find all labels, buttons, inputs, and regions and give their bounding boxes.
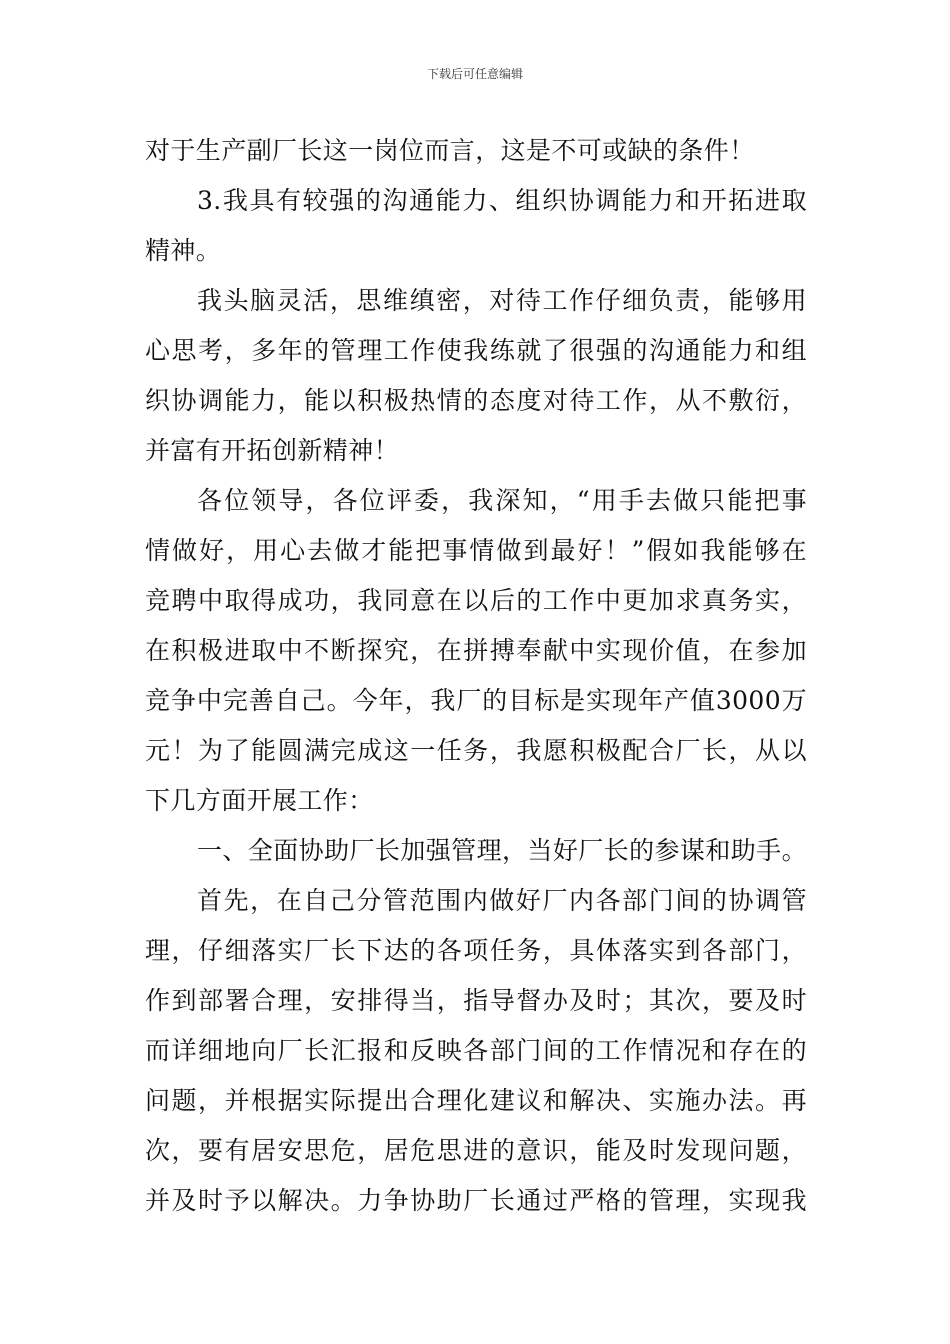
text-line: 精神。 — [145, 236, 222, 265]
text-line: 我头脑灵活，思维缜密，对待工作仔细负责，能够用 — [197, 286, 807, 315]
text-line: 对于生产副厂长这一岗位而言，这是不可或缺的条件！ — [145, 136, 755, 165]
text-line: 并及时予以解决。力争协助厂长通过严格的管理，实现我 — [145, 1186, 807, 1215]
text-line: 元！为了能圆满完成这一任务，我愿积极配合厂长，从以 — [145, 736, 807, 765]
text-line: 3.我具有较强的沟通能力、组织协调能力和开拓进取 — [197, 186, 807, 215]
text-line: 问题，并根据实际提出合理化建议和解决、实施办法。再 — [145, 1086, 807, 1115]
document-body — [145, 126, 807, 1226]
text-line: 次，要有居安思危，居危思进的意识，能及时发现问题， — [145, 1136, 807, 1165]
text-line: 首先，在自己分管范围内做好厂内各部门间的协调管 — [197, 886, 807, 915]
text-line: 并富有开拓创新精神！ — [145, 436, 400, 465]
page-header-note: 下载后可任意编辑 — [426, 67, 523, 81]
text-line: 情做好，用心去做才能把事情做到最好！”假如我能够在 — [145, 536, 807, 565]
text-line: 织协调能力，能以积极热情的态度对待工作，从不敷衍， — [145, 386, 807, 415]
text-line: 一、全面协助厂长加强管理，当好厂长的参谋和助手。 — [197, 836, 807, 865]
text-line: 在积极进取中不断探究，在拼搏奉献中实现价值，在参加 — [145, 636, 807, 665]
text-line: 心思考，多年的管理工作使我练就了很强的沟通能力和组 — [145, 336, 807, 365]
text-line: 各位领导，各位评委，我深知，“用手去做只能把事 — [197, 486, 807, 515]
text-line: 而详细地向厂长汇报和反映各部门间的工作情况和存在的 — [145, 1036, 807, 1065]
text-line: 理，仔细落实厂长下达的各项任务，具体落实到各部门， — [145, 936, 807, 965]
text-line: 竞聘中取得成功，我同意在以后的工作中更加求真务实， — [145, 586, 807, 615]
text-line: 下几方面开展工作： — [145, 786, 374, 815]
text-line: 作到部署合理，安排得当，指导督办及时；其次，要及时 — [145, 986, 807, 1015]
text-line: 竞争中完善自己。今年，我厂的目标是实现年产值3000万 — [145, 686, 807, 715]
